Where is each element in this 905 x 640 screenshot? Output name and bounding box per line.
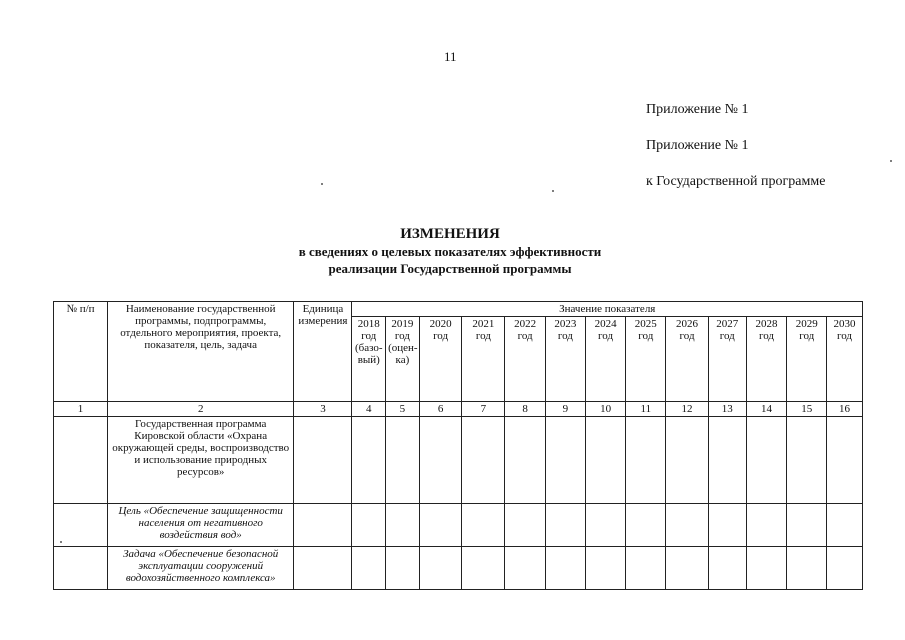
header-year: 2025 год: [626, 317, 666, 402]
value-cell: [666, 547, 709, 590]
value-cell: [386, 504, 420, 547]
row-unit: [294, 504, 352, 547]
column-number: 9: [545, 402, 585, 417]
column-number: 10: [585, 402, 626, 417]
column-number: 1: [54, 402, 108, 417]
value-cell: [462, 547, 505, 590]
header-year: 2018 год (базо-вый): [352, 317, 386, 402]
value-cell: [505, 504, 546, 547]
value-cell: [708, 547, 746, 590]
value-cell: [545, 547, 585, 590]
column-number: 2: [107, 402, 293, 417]
header-values: Значение показателя: [352, 302, 863, 317]
header-unit: Единица измерения: [294, 302, 352, 402]
value-cell: [545, 417, 585, 504]
row-number: [54, 417, 108, 504]
header-year: 2024 год: [585, 317, 626, 402]
column-number: 14: [746, 402, 787, 417]
row-name: Государственная программа Кировской области «Охрана окружающей среды, воспроизводство и использование природных ресурсов»: [107, 417, 293, 504]
heading-title: ИЗМЕНЕНИЯ: [400, 226, 500, 242]
row-number: [54, 504, 108, 547]
header-year: 2026 год: [666, 317, 709, 402]
row-name: Задача «Обеспечение безопасной эксплуатации сооружений водохозяйственного комплекса»: [107, 547, 293, 590]
column-number: 16: [827, 402, 863, 417]
value-cell: [787, 547, 827, 590]
column-number: 3: [294, 402, 352, 417]
header-year: 2027 год: [708, 317, 746, 402]
value-cell: [585, 417, 626, 504]
value-cell: [545, 504, 585, 547]
value-cell: [419, 504, 462, 547]
document-heading: [200, 226, 700, 277]
value-cell: [505, 547, 546, 590]
table-row: [54, 504, 863, 547]
value-cell: [419, 547, 462, 590]
header-year: 2028 год: [746, 317, 787, 402]
scan-speck: [552, 190, 554, 192]
value-cell: [462, 504, 505, 547]
scan-speck: [321, 183, 323, 185]
value-cell: [827, 504, 863, 547]
indicators-table: [53, 301, 863, 590]
value-cell: [827, 417, 863, 504]
column-number: 11: [626, 402, 666, 417]
header-name: Наименование государственной программы, подпрограммы, отдельного мероприятия, проекта, показателя, цель, задача: [107, 302, 293, 402]
header-year: 2021 год: [462, 317, 505, 402]
heading-line-3: реализации Государственной программы: [328, 261, 572, 276]
column-number: 7: [462, 402, 505, 417]
value-cell: [827, 547, 863, 590]
value-cell: [352, 504, 386, 547]
value-cell: [386, 547, 420, 590]
scan-speck: [890, 160, 892, 162]
value-cell: [626, 547, 666, 590]
value-cell: [352, 417, 386, 504]
value-cell: [708, 504, 746, 547]
page-number: 11: [444, 49, 457, 64]
value-cell: [787, 417, 827, 504]
column-number: 12: [666, 402, 709, 417]
value-cell: [746, 504, 787, 547]
value-cell: [787, 504, 827, 547]
table-row: [54, 417, 863, 504]
header-year: 2023 год: [545, 317, 585, 402]
value-cell: [419, 417, 462, 504]
value-cell: [746, 417, 787, 504]
value-cell: [462, 417, 505, 504]
value-cell: [708, 417, 746, 504]
value-cell: [352, 547, 386, 590]
appendix-line-1: Приложение № 1: [646, 102, 749, 117]
value-cell: [626, 504, 666, 547]
column-number: 4: [352, 402, 386, 417]
header-year: 2022 год: [505, 317, 546, 402]
header-year: 2030 год: [827, 317, 863, 402]
value-cell: [626, 417, 666, 504]
column-number: 5: [386, 402, 420, 417]
appendix-line-3: к Государственной программе: [646, 174, 826, 189]
heading-line-2: в сведениях о целевых показателях эффективности: [298, 244, 602, 259]
table-row: [54, 547, 863, 590]
value-cell: [585, 547, 626, 590]
value-cell: [386, 417, 420, 504]
header-year: 2019 год (оцен-ка): [386, 317, 420, 402]
row-name: Цель «Обеспечение защищенности населения от негативного воздействия вод»: [107, 504, 293, 547]
header-year: 2029 год: [787, 317, 827, 402]
appendix-line-2: Приложение № 1: [646, 138, 749, 153]
row-unit: [294, 417, 352, 504]
row-unit: [294, 547, 352, 590]
header-num: № п/п: [54, 302, 108, 402]
column-number: 6: [419, 402, 462, 417]
header-year: 2020 год: [419, 317, 462, 402]
column-number: 13: [708, 402, 746, 417]
column-number: 15: [787, 402, 827, 417]
value-cell: [585, 504, 626, 547]
value-cell: [505, 417, 546, 504]
value-cell: [666, 417, 709, 504]
scan-speck: [60, 541, 62, 543]
row-number: [54, 547, 108, 590]
value-cell: [666, 504, 709, 547]
value-cell: [746, 547, 787, 590]
column-number: 8: [505, 402, 546, 417]
